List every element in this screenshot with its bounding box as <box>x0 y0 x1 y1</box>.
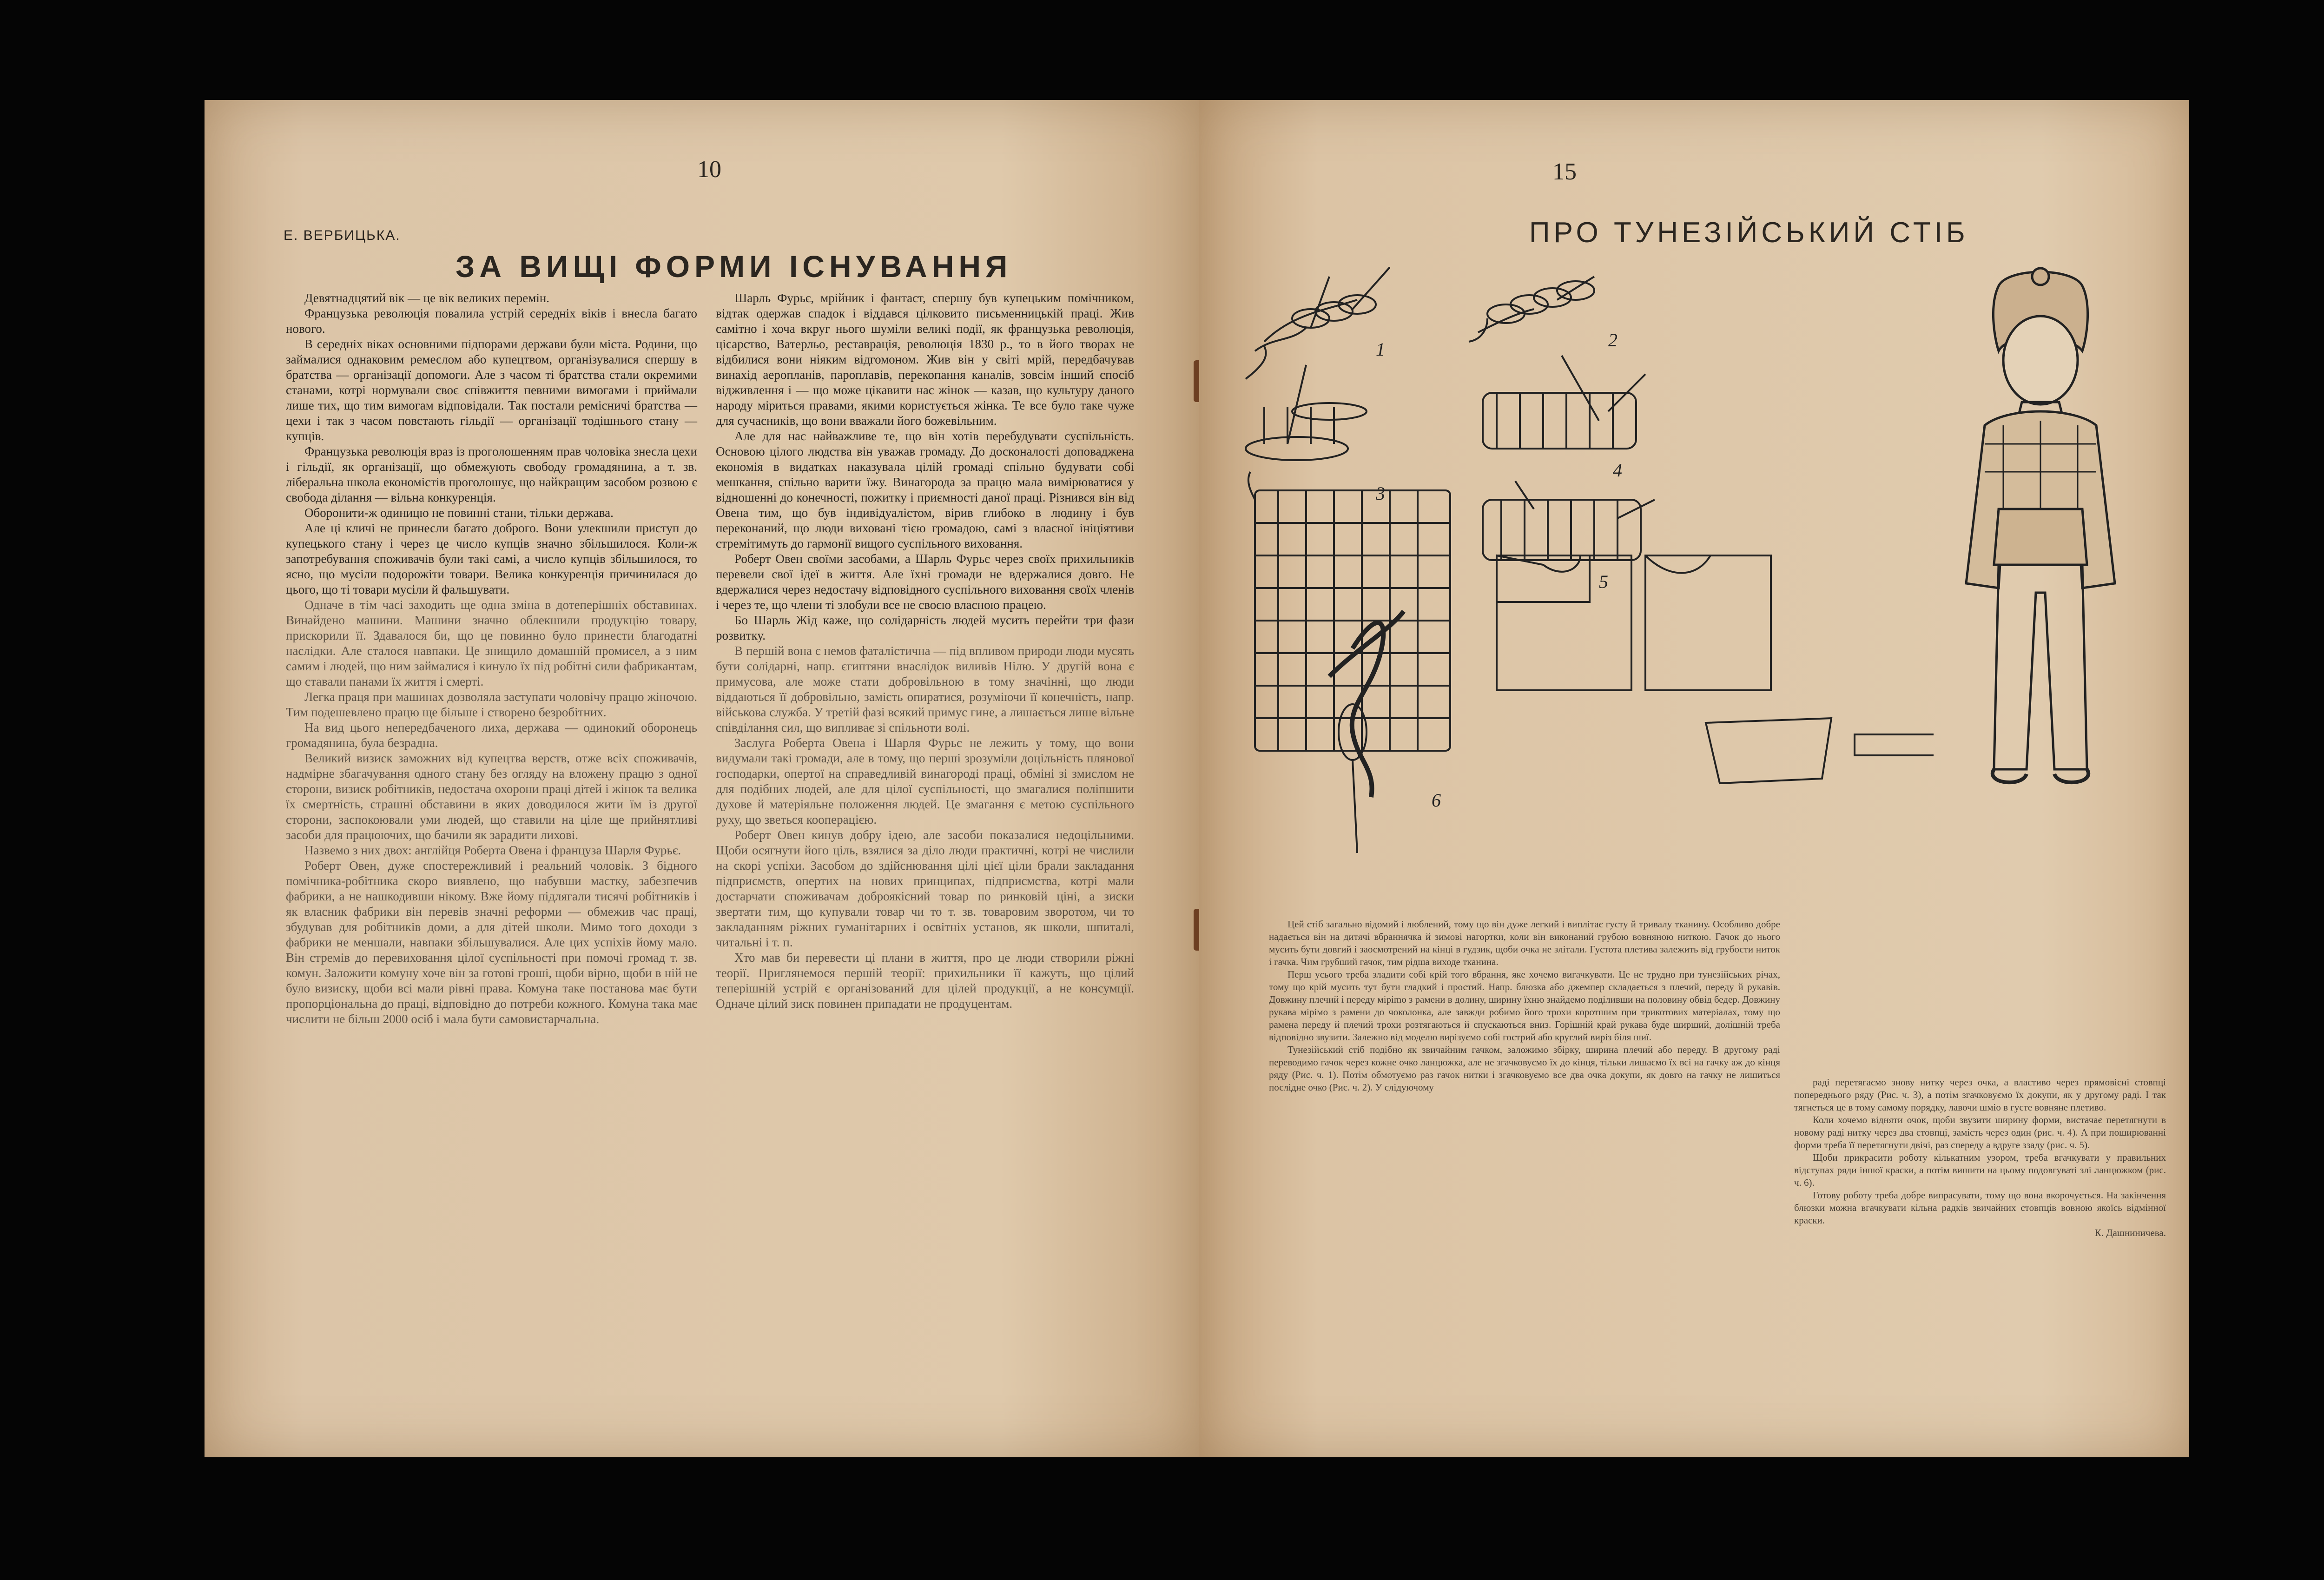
paragraph: Бо Шарль Жід каже, що солідарність людей мусить перейти три фази розвитку. <box>716 613 1134 642</box>
stitch-figure-5 <box>1483 481 1655 560</box>
text-column-2 <box>716 291 1134 1011</box>
figure-label: 1 <box>1376 339 1385 360</box>
figure-label: 2 <box>1608 330 1618 350</box>
paragraph: Але для нас найважливе те, що він хотів перебудувати суспільність. Основою цілого людства він уважав громаду. До досконалості доповаджена економія в видатках наказувала цілій громаді спільно будувати собі мешкання, спільно варити їжу. Винагорода за працю мала вимірюватися у відношенні до конечності, пожитку і приємності даної праці. Різнився він від Овена тим, що був індивідуалістом, вірив глибоко в людину і був переконаний, що люди виховані тією громадою, самі з власної ініціятиви стремітимуть до гармонії вищого суспільного виховання. <box>716 429 1134 550</box>
stitch-figure-1 <box>1246 267 1390 379</box>
paragraph: Тунезійський стіб подібно як звичайним гачком, заложимо збірку, ширина плечий або переду. В другому раді переводимо гачок через кожне очко ланцюжка, але не згачковуємо їх до кінця, тільки лишаємо їх всі на гачку аж до кінця ряду (Рис. ч. 1). Потім обмотуємо раз гачок нитки і згачковуємо все два очка докупи, як довго на гачку не лишиться послідне очко (Рис. ч. 2). У слідуючому <box>1269 1044 1780 1093</box>
child-illustration <box>1929 267 2152 872</box>
paragraph: Готову роботу треба добре випрасувати, тому що вона вкорочується. На закінчення блюзки можна вгачкувати кільна радків звичайних стовпців вовною якоїсь відмінної краски. <box>1794 1190 2166 1226</box>
text-column-1 <box>1269 918 1780 1094</box>
text-column-1 <box>286 291 697 1027</box>
left-page <box>205 100 1199 1457</box>
paragraph: Одначе в тім часі заходить ще одна зміна в дотеперішніх обставинах. Винайдено машини. Машини значно облекшили продукцію товару, прискорили її. Здавалося би, що це повинно було принести благодатні наслідки. Але сталося навпаки. Це знищило домашній промисел, а з ним самим і людей, що ним займалися і кинуло їх під робітні сили фабрикантам, що ставали панами їх життя і смерті. <box>286 598 697 688</box>
paragraph: В середніх віках основними підпорами держави були міста. Родини, що займалися однаковим ремеслом або купецтвом, організувалися спершу в братства — організації допомоги. Але з часом ті братства стали окремими станами, котрі нормували своє співжиття певними вимогами і приймали лише тих, що тим вимогам відповідали. Так постали ремісничі братства — цехи і так з часом повстають гільдії — організації тодішнього стану — купців. <box>286 337 697 443</box>
figure-label: 5 <box>1599 571 1608 592</box>
stitch-diagrams <box>1236 258 1934 955</box>
page-number: 10 <box>697 156 721 183</box>
paragraph: Коли хочемо відняти очок, щоби звузити ширину форми, вистачає перетягнути в новому раді нитку через два стовпці, замість через один (рис. ч. 4). А при поширюванні форми треба її перетягнути двічі, раз спереду а вдруге ззаду (рис. ч. 5). <box>1794 1114 2166 1150</box>
text-column-2 <box>1794 1076 2166 1239</box>
paragraph: Роберт Овен кинув добру ідею, але засоби показалися недоцільними. Щоби осягнути його ціль, взялися за діло люди практичні, котрі не числили на скорі успіхи. Засобом до здійснювання цілі цієї ціли брали закладання підприємств, опертих на нових принципах, підприємства, котрі мали достарчати споживачам доброякісний товар по ринковій ціні, а зиски звертати тим, що купували товар чи то т. зв. товаровим зворотом, чи то закладанням ріжних гуманітарних і освітніх установ, як школи, шпиталі, читальні і т. п. <box>716 828 1134 949</box>
right-page <box>1199 100 2189 1457</box>
figure-label: 3 <box>1376 483 1385 504</box>
stitch-figure-4 <box>1483 356 1645 449</box>
paragraph: Французька революція повалила устрій середніх віків і внесла багато нового. <box>286 306 697 336</box>
paragraph: Роберт Овен своїми засобами, а Шарль Фурьє через своїх прихильників перевели свої ідеї в життя. Але їхні громади не вдержалися довго. Не вдержалися через недостачу відповідного суспільного виховання своїх членів і через те, що члени ті злобули все не своєю власною працею. <box>716 552 1134 612</box>
paragraph: Щоби прикрасити роботу кількатним узором, треба вгачкувати у правильних відступах ряди іншої краски, а потім вишити на цьому подовгуваті злі ланцюжком (рис. ч. 6). <box>1794 1152 2166 1188</box>
paragraph: В першій вона є немов фаталістична — під впливом природи люди мусять бути солідарні, напр. єгиптяни внаслідок виливів Нілю. У другій вона є примусова, але може стати добровільною в тому значінні, що люди віддаються її добровільно, замість опиратися, розуміючи її конечність, напр. військова служба. У третій фазі всякий примус гине, а лишається лише вільне співділання сил, що випливає зі спільноти волі. <box>716 644 1134 734</box>
stitch-figure-3 <box>1246 365 1367 500</box>
stitch-figure-6 <box>1255 490 1450 853</box>
article-title: ПРО ТУНЕЗІЙСЬКИЙ СТІБ <box>1529 217 1969 249</box>
article-title: ЗА ВИЩІ ФОРМИ ІСНУВАННЯ <box>456 249 1012 284</box>
paragraph: Хто мав би перевести ці плани в життя, про це люди створили ріжні теорії. Приглянемося першій теорії: прихильники її кажуть, що цілий теперішній устрій є організований для цілей продукції, а не консумції. Одначе цілий зиск повинен припадати не продуцентам. <box>716 951 1134 1011</box>
paragraph: Заслуга Роберта Овена і Шарля Фурьє не лежить у тому, що вони видумали такі громади, але в тому, що перші зрозуміли доцільність плянової господарки, опертої на справедливій винагороді праці, обміні зі змислом не для подібних людей, але для цілої суспільності, що змагалися поліпшити духове й матеріяльне положення людей. Це змагання є метою суспільного руху, що зветься кооперацією. <box>716 736 1134 826</box>
stitch-figure-2 <box>1469 277 1594 342</box>
magazine-spread <box>205 100 2189 1457</box>
pattern-pieces <box>1497 555 1934 783</box>
paragraph: Цей стіб загально відомий і люблений, тому що він дуже легкий і виплітає густу й тривалу тканину. Особливо добре надається він на дитячі вбраннячка й зимові нагортки, коли він виконаний грубою вовняною ниткою. Гачок до нього мусить бути довгий і заосмотрений на кінці в гудзик, щоби очка не злітали. Густота плетива залежить від грубости ниток і гачка. Чим грубший гачок, тим рідша виходе тканина. <box>1269 919 1780 967</box>
paragraph: раді перетягаємо знову нитку через очка, а властиво через прямовісні стовпці попереднього ряду (Рис. ч. 3), а потім згачковуємо їх докупи, як у другому раді. І так тягнеться це в тому самому порядку, лавочи шміо в густе вовняне плетиво. <box>1794 1077 2166 1113</box>
paragraph: Девятнадцятий вік — це вік великих перемін. <box>304 291 550 305</box>
paragraph: На вид цього непередбаченого лиха, держава — одинокий оборонець громадянина, була безрадна. <box>286 721 697 750</box>
paragraph: Перш усього треба зладити собі крій того вбрання, яке хочемо вигачкувати. Це не трудно при тунезійських річах, тому що крій мусить тут бути гладкий і простий. Напр. блюзка або джемпер складається з плечий, переду й рукавів. Довжину плечий і переду мірimо з рамени в долину, ширину їхню знайдемо поділивши на половину обвід бедер. Довжину рукава мірімо з рамени до чоколонка, але завжди робимо його трохи коротшим при трикотових матеріалах, тому що рамена переду й плечий трохи розтягаються й спускаються вниз. Горішній край рукава буде ширший, долішній треба відповідно звузити. Залежно від моделю вирізуємо собі гострий або круглий виріз біля шиї. <box>1269 969 1780 1043</box>
paragraph: Французька революція враз із проголошенням прав чоловіка знесла цехи і гільдії, як організації, що обмежують свободу громадянина, а т. зв. ліберальна школа економістів проголошує, що найкращим засобом розвою є свобода ділання — вільна конкуренція. <box>286 444 697 504</box>
figure-label: 6 <box>1432 790 1441 811</box>
paragraph: Легка праця при машинах дозволяла заступати чоловічу працю жіночою. Тим подешевлено працю ще більше і створено безробітних. <box>286 690 697 719</box>
paragraph: Назвемо з них двох: англійця Роберта Овена і француза Шарля Фурьє. <box>304 843 681 857</box>
figure-label: 4 <box>1613 460 1622 481</box>
paragraph: Оборонити-ж одиницю не повинні стани, тільки держава. <box>304 506 614 520</box>
paragraph: Але ці кличі не принесли багато доброго. Вони улекшили приступ до купецького стану і через це число купців значно збільшилося. Коли-ж запотребування споживачів були такі самі, а число купців збільшилося, то ясно, що мусіли подорожіти товари. Велика конкуренція причинилася до цього, що ті товари мусіли й фальшувати. <box>286 521 697 596</box>
paragraph: Великий визиск заможних від купецтва верств, отже всіх споживачів, надмірне збагачування одного стану без огляду на вложену працю з одної сторони, визиск робітників, недостача охорони праці дітей і жінок та велика їх смертність, страшні обставини в яких доводилося жити їм із другої сторони, заспокоювали уми людей, що ставили на ціле ще прийнятливі засоби для працюючих, що бачили як зарадити лихові. <box>286 751 697 842</box>
paragraph: Шарль Фурьє, мрійник і фантаст, спершу був купецьким помічником, відтак одержав спадок і віддався цілковито письменницькій праці. Жив самітно і хоча вкруг нього шуміли великі події, як французька революція, цісарство, Ватерльо, реставрація, революція 1830 р., то в його творах не відбилися вони ніяким відгомоном. Жив він у світі мрій, передбачував винахід аеропланів, пароплавів, перекопання каналів, зовсім інший спосіб відживлення і — що може цікавити нас жінок — казав, що культуру даного народу міриться правами, якими користується жінка. Те все було таке чуже для сучасників, що вони вважали його божевільним. <box>716 291 1134 428</box>
page-number: 15 <box>1552 159 1577 185</box>
paragraph: Роберт Овен, дуже спостережливий і реальний чоловік. З бідного помічника-робітника скоро виявлено, що набувши маєтку, забезпечив фабрики, а не нашкодивши нікому. Вже йому підлягали тисячі робітників і як власник фабрики він перевів значні реформи — обмежив час праці, збудував для робітників доми, а для дітей школи. Мимо того доходи з фабрики не меншали, навпаки збільшувалися. Але цих успіхів йому мало. Він стремів до перевиховання цілої суспільності при помочі громад т. зв. комун. Заложити комуну хоче він за готові гроші, щоби вірно, щоби в ній не було визиску, щоби всі мали рівні права. Комуна таке постанова має бути пропорціональна до праці, відповідно до потреби кожного. Комуна така має числити не більш 2000 осіб і мала бути самовистарчальна. <box>286 859 697 1026</box>
article-author: Е. ВЕРБИЦЬКА. <box>284 228 401 243</box>
signature: К. Дашниничева. <box>2094 1227 2166 1238</box>
